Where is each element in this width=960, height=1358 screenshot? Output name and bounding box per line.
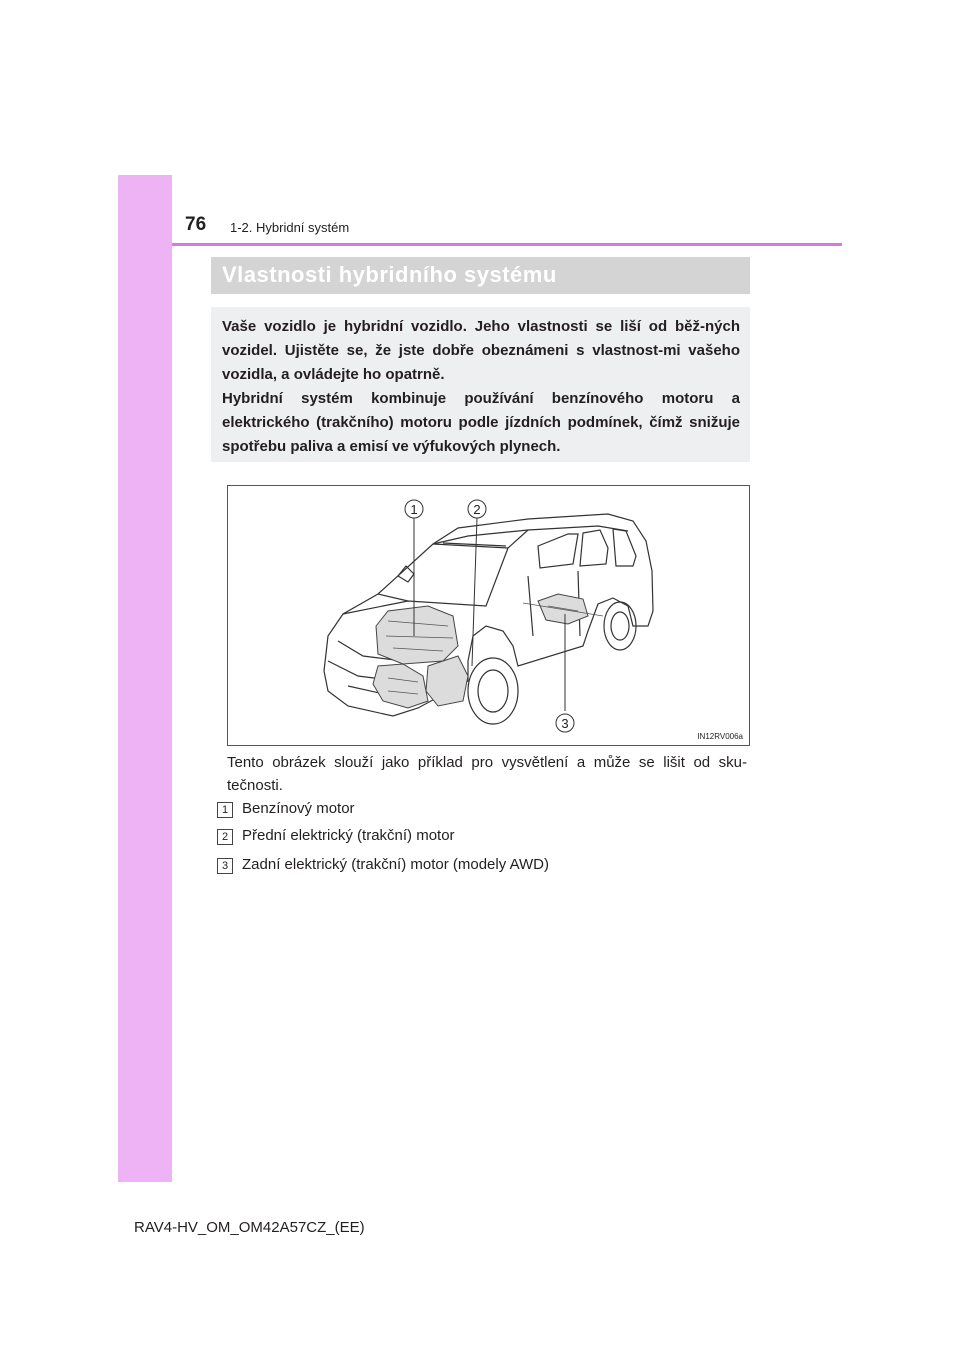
callout-3: 3 — [561, 716, 569, 731]
car-illustration — [227, 485, 750, 746]
legend-number: 3 — [217, 858, 233, 874]
document-footer: RAV4-HV_OM_OM42A57CZ_(EE) — [134, 1219, 365, 1236]
intro-box — [211, 307, 750, 462]
figure-code: IN12RV006a — [697, 732, 743, 741]
section-title: Vlastnosti hybridního systému — [222, 262, 557, 287]
callout-2: 2 — [473, 502, 481, 517]
intro-paragraph-2: Hybridní systém kombinuje používání benzínového motoru a elektrického (trakčního) motoru podle jízdních podmínek, čímž snižuje spotřebu paliva a emisí ve výfukových plynech. — [222, 390, 740, 455]
callout-1: 1 — [410, 502, 418, 517]
legend-number: 1 — [217, 802, 233, 818]
intro-paragraph-1: Vaše vozidlo je hybridní vozidlo. Jeho vlastnosti se liší od běž-ných vozidel. Ujistěte se, že jste dobře obeznámeni s vlastnost-mi vašeho vozidla, a ovládejte ho opatrně. — [222, 318, 740, 383]
legend-text: Benzínový motor — [242, 800, 355, 817]
section-title-bar — [211, 257, 750, 294]
figure-caption: Tento obrázek slouží jako příklad pro vysvětlení a může se lišit od sku-tečnosti. — [227, 754, 747, 794]
legend-number: 2 — [217, 829, 233, 845]
legend-text: Přední elektrický (trakční) motor — [242, 827, 455, 844]
section-reference: 1-2. Hybridní systém — [230, 220, 350, 235]
side-tab — [118, 175, 172, 1182]
car-drawing — [228, 486, 749, 745]
legend-text: Zadní elektrický (trakční) motor (modely AWD) — [242, 856, 550, 873]
page-number: 76 — [185, 214, 207, 235]
header-rule — [172, 243, 842, 246]
